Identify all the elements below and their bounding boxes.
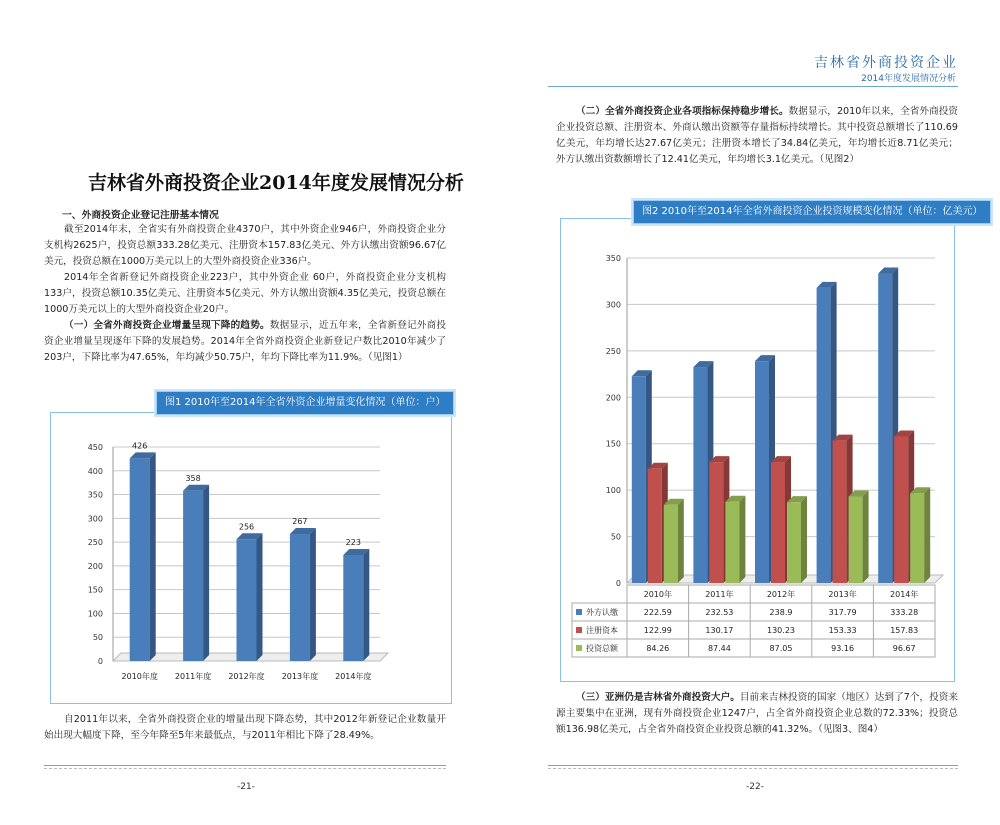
chart-1-bar-side xyxy=(363,549,369,661)
chart-2-ytick: 300 xyxy=(605,300,621,310)
chart-1-bar-side xyxy=(203,485,209,661)
chart-2-bar xyxy=(664,505,678,583)
footer-rule-right xyxy=(548,765,958,766)
chart-1-ytick: 450 xyxy=(87,443,103,452)
chart-1-ytick: 400 xyxy=(87,466,103,476)
chart-2-table-box xyxy=(572,603,935,657)
chart-2-ytick: 350 xyxy=(605,254,621,263)
chart-2-bar-side xyxy=(863,490,869,583)
page-number-left: -21- xyxy=(237,782,255,792)
paragraph-3-lead: （一）全省外商投资企业增量呈现下降的趋势。 xyxy=(64,320,270,331)
chart-2-legend-swatch xyxy=(576,609,582,615)
chart-1-xtick: 2013年度 xyxy=(281,672,319,681)
chart-2-bar-side xyxy=(924,487,930,583)
paragraph-5-lead: （二）全省外商投资企业各项指标保持稳步增长。 xyxy=(576,106,789,117)
paragraph-3-body: 数据显示，近五年来，全省新登记外商投资企业增量呈现逐年下降的发展趋势。2014年全省外商投资企业新登记户数比2010年减少了203户，下降比率为47.65%，年均减少50.75户，年均下降比率为11.9%。（见图1） xyxy=(44,320,447,363)
chart-2-ytick: 100 xyxy=(605,486,621,496)
chart-2-table-value: 130.17 xyxy=(705,626,734,635)
paragraph-5 xyxy=(556,104,958,168)
chart-2-table-value: 130.23 xyxy=(767,626,795,635)
header-rule xyxy=(548,86,958,87)
chart-1-data-label: 358 xyxy=(185,473,201,483)
chart-1-ytick: 150 xyxy=(87,585,103,595)
chart-1-bar xyxy=(183,491,203,661)
chart-2-legend-swatch xyxy=(576,627,582,633)
chart-2-table-value: 96.67 xyxy=(892,644,916,653)
paragraph-6 xyxy=(556,690,958,738)
chart-2-ytick: 0 xyxy=(615,579,621,588)
chart-1-data-label: 267 xyxy=(292,517,308,527)
running-header-subtitle: 2014年度发展情况分析 xyxy=(861,74,956,84)
paragraph-5-body: 数据显示，2010年以来，全省外商投资企业投资总额、注册资本、外商认缴出资额等存量指标持续增长。其中投资总额增长了110.69亿美元，年均增长达27.67亿美元；注册资本增长了34.84亿美元，年均增长近8.71亿美元；外方认缴出资数额增长了12.41亿美元，年均增长3.1亿美元。（见图2） xyxy=(556,106,959,165)
chart-1-data-label: 223 xyxy=(345,537,361,547)
paragraph-2: 2014年全省新登记外商投资企业223户，其中外资企业 60户，外商投资企业分支机构133户，投资总额10.35亿美元、注册资本5亿美元、外方认缴出资额4.35亿美元，投资总额在1000万美元以上的大型外商投资企业20户。 xyxy=(44,272,446,315)
chart-2-legend-swatch xyxy=(576,645,582,651)
chart-2-bar xyxy=(878,274,892,583)
chart-2-xtick: 2012年 xyxy=(766,590,796,599)
chart-2-bar xyxy=(833,441,847,583)
chart-2-bar xyxy=(771,462,785,583)
paragraph-3 xyxy=(44,318,446,366)
chart-2-bar xyxy=(709,462,723,583)
chart-2-bar xyxy=(894,436,908,583)
chart-2-table-value: 153.33 xyxy=(828,626,857,635)
chart-1-xtick: 2010年度 xyxy=(121,672,158,681)
chart-1-data-label: 256 xyxy=(238,522,255,532)
chart-2-bar xyxy=(787,502,801,583)
chart-1-data-label: 426 xyxy=(132,441,148,451)
running-header-title: 吉林省外商投资企业 xyxy=(814,55,958,71)
chart-2-table-value: 157.83 xyxy=(890,626,919,635)
chart-1-ytick: 250 xyxy=(87,538,103,548)
paragraph-6-body: 目前来吉林投资的国家（地区）达到了7个，投资来源主要集中在亚洲，现有外商投资企业1247户，占全省外商投资企业总数的72.33%；投资总额136.98亿美元，占全省外商投资企业投资总额的41.32%。（见图3、图4） xyxy=(556,692,959,735)
chart-1-bar-side xyxy=(310,528,316,661)
chart-1-ytick: 350 xyxy=(87,490,103,500)
chart-2-ytick: 250 xyxy=(605,346,621,356)
chart-2-legend-label: 注册资本 xyxy=(586,626,618,635)
chart-2-bar xyxy=(632,376,646,583)
chart-1-bar xyxy=(130,458,150,661)
chart-2-bar xyxy=(910,493,924,583)
chart-2-bar xyxy=(817,288,831,583)
chart-1-xtick: 2011年度 xyxy=(174,672,212,681)
chart-2-table-value: 84.26 xyxy=(646,644,670,653)
chart-2-bar xyxy=(725,502,739,583)
chart-2-table-value: 238.9 xyxy=(769,608,793,617)
footer-dash-right xyxy=(548,768,958,772)
chart-1-bar xyxy=(290,534,310,661)
footer-dash-left xyxy=(44,768,446,772)
chart-2-table-value: 232.53 xyxy=(705,608,734,617)
paragraph-4: 自2011年以来，全省外商投资企业的增量出现下降态势，其中2012年新登记企业数量开始出现大幅度下降，至今年降至5年来最低点，与2011年相比下降了28.49%。 xyxy=(44,714,446,741)
chart-2-bar xyxy=(755,361,769,583)
footer-rule-left xyxy=(44,765,446,766)
chart-1-ytick: 300 xyxy=(87,514,103,524)
chart-2-table-value: 122.99 xyxy=(643,626,672,635)
article-title: 吉林省外商投资企业2014年度发展情况分析 xyxy=(88,172,464,194)
chart-2-xtick: 2013年 xyxy=(828,590,857,599)
chart-2-ytick: 50 xyxy=(610,532,621,542)
chart-1-bar xyxy=(343,555,363,661)
chart-1-bar-side xyxy=(150,452,156,661)
chart-2-bar xyxy=(648,469,662,583)
chart-2-ytick: 150 xyxy=(605,439,621,449)
chart-2-xtick: 2014年 xyxy=(890,590,919,599)
paragraph-1: 截至2014年末，全省实有外商投资企业4370户，其中外资企业946户，外商投资企业分支机构2625户，投资总额333.28亿美元、注册资本157.83亿美元、外方认缴出资额96.67亿美元，投资总额在1000万美元以上的大型外商投资企业336户。 xyxy=(44,224,446,267)
chart-2-legend-label: 外方认缴 xyxy=(586,608,618,617)
chart-2-legend-label: 投资总额 xyxy=(586,644,618,653)
chart-2 xyxy=(560,218,953,680)
chart-2-table-value: 222.59 xyxy=(643,608,672,617)
chart-2-table-value: 93.16 xyxy=(831,644,855,653)
chart-1-ytick: 50 xyxy=(92,633,103,643)
chart-2-ytick: 200 xyxy=(605,393,621,403)
chart-2-xtick: 2010年 xyxy=(643,590,672,599)
chart-1-title: 图1 2010年至2014年全省外资企业增量变化情况（单位：户） xyxy=(156,391,454,415)
chart-2-xtick: 2011年 xyxy=(705,590,734,599)
paragraph-6-lead: （三）亚洲仍是吉林省外商投资大户。 xyxy=(576,692,740,703)
chart-1-xtick: 2014年度 xyxy=(335,672,372,681)
chart-1 xyxy=(50,412,450,702)
chart-2-table-value: 87.05 xyxy=(769,644,793,653)
section-heading-1: 一、外商投资企业登记注册基本情况 xyxy=(62,210,219,221)
chart-2-bar xyxy=(849,496,863,583)
page-number-right: -22- xyxy=(746,782,764,792)
chart-1-ytick: 200 xyxy=(87,561,103,571)
chart-2-table-value: 333.28 xyxy=(890,608,919,617)
chart-2-bar-side xyxy=(678,499,684,583)
chart-2-table-value: 317.79 xyxy=(828,608,857,617)
chart-2-bar-side xyxy=(739,496,745,583)
chart-1-ytick: 0 xyxy=(97,657,103,666)
chart-2-bar xyxy=(693,367,707,583)
chart-2-table-value: 87.44 xyxy=(707,644,731,653)
chart-2-bar-side xyxy=(801,496,807,583)
chart-1-xtick: 2012年度 xyxy=(228,672,265,681)
chart-2-title: 图2 2010年至2014年全省外商投资企业投资规模变化情况（单位：亿美元） xyxy=(633,200,991,224)
chart-1-bar xyxy=(237,539,257,661)
chart-1-ytick: 100 xyxy=(87,609,103,619)
chart-1-bar-side xyxy=(257,533,263,661)
